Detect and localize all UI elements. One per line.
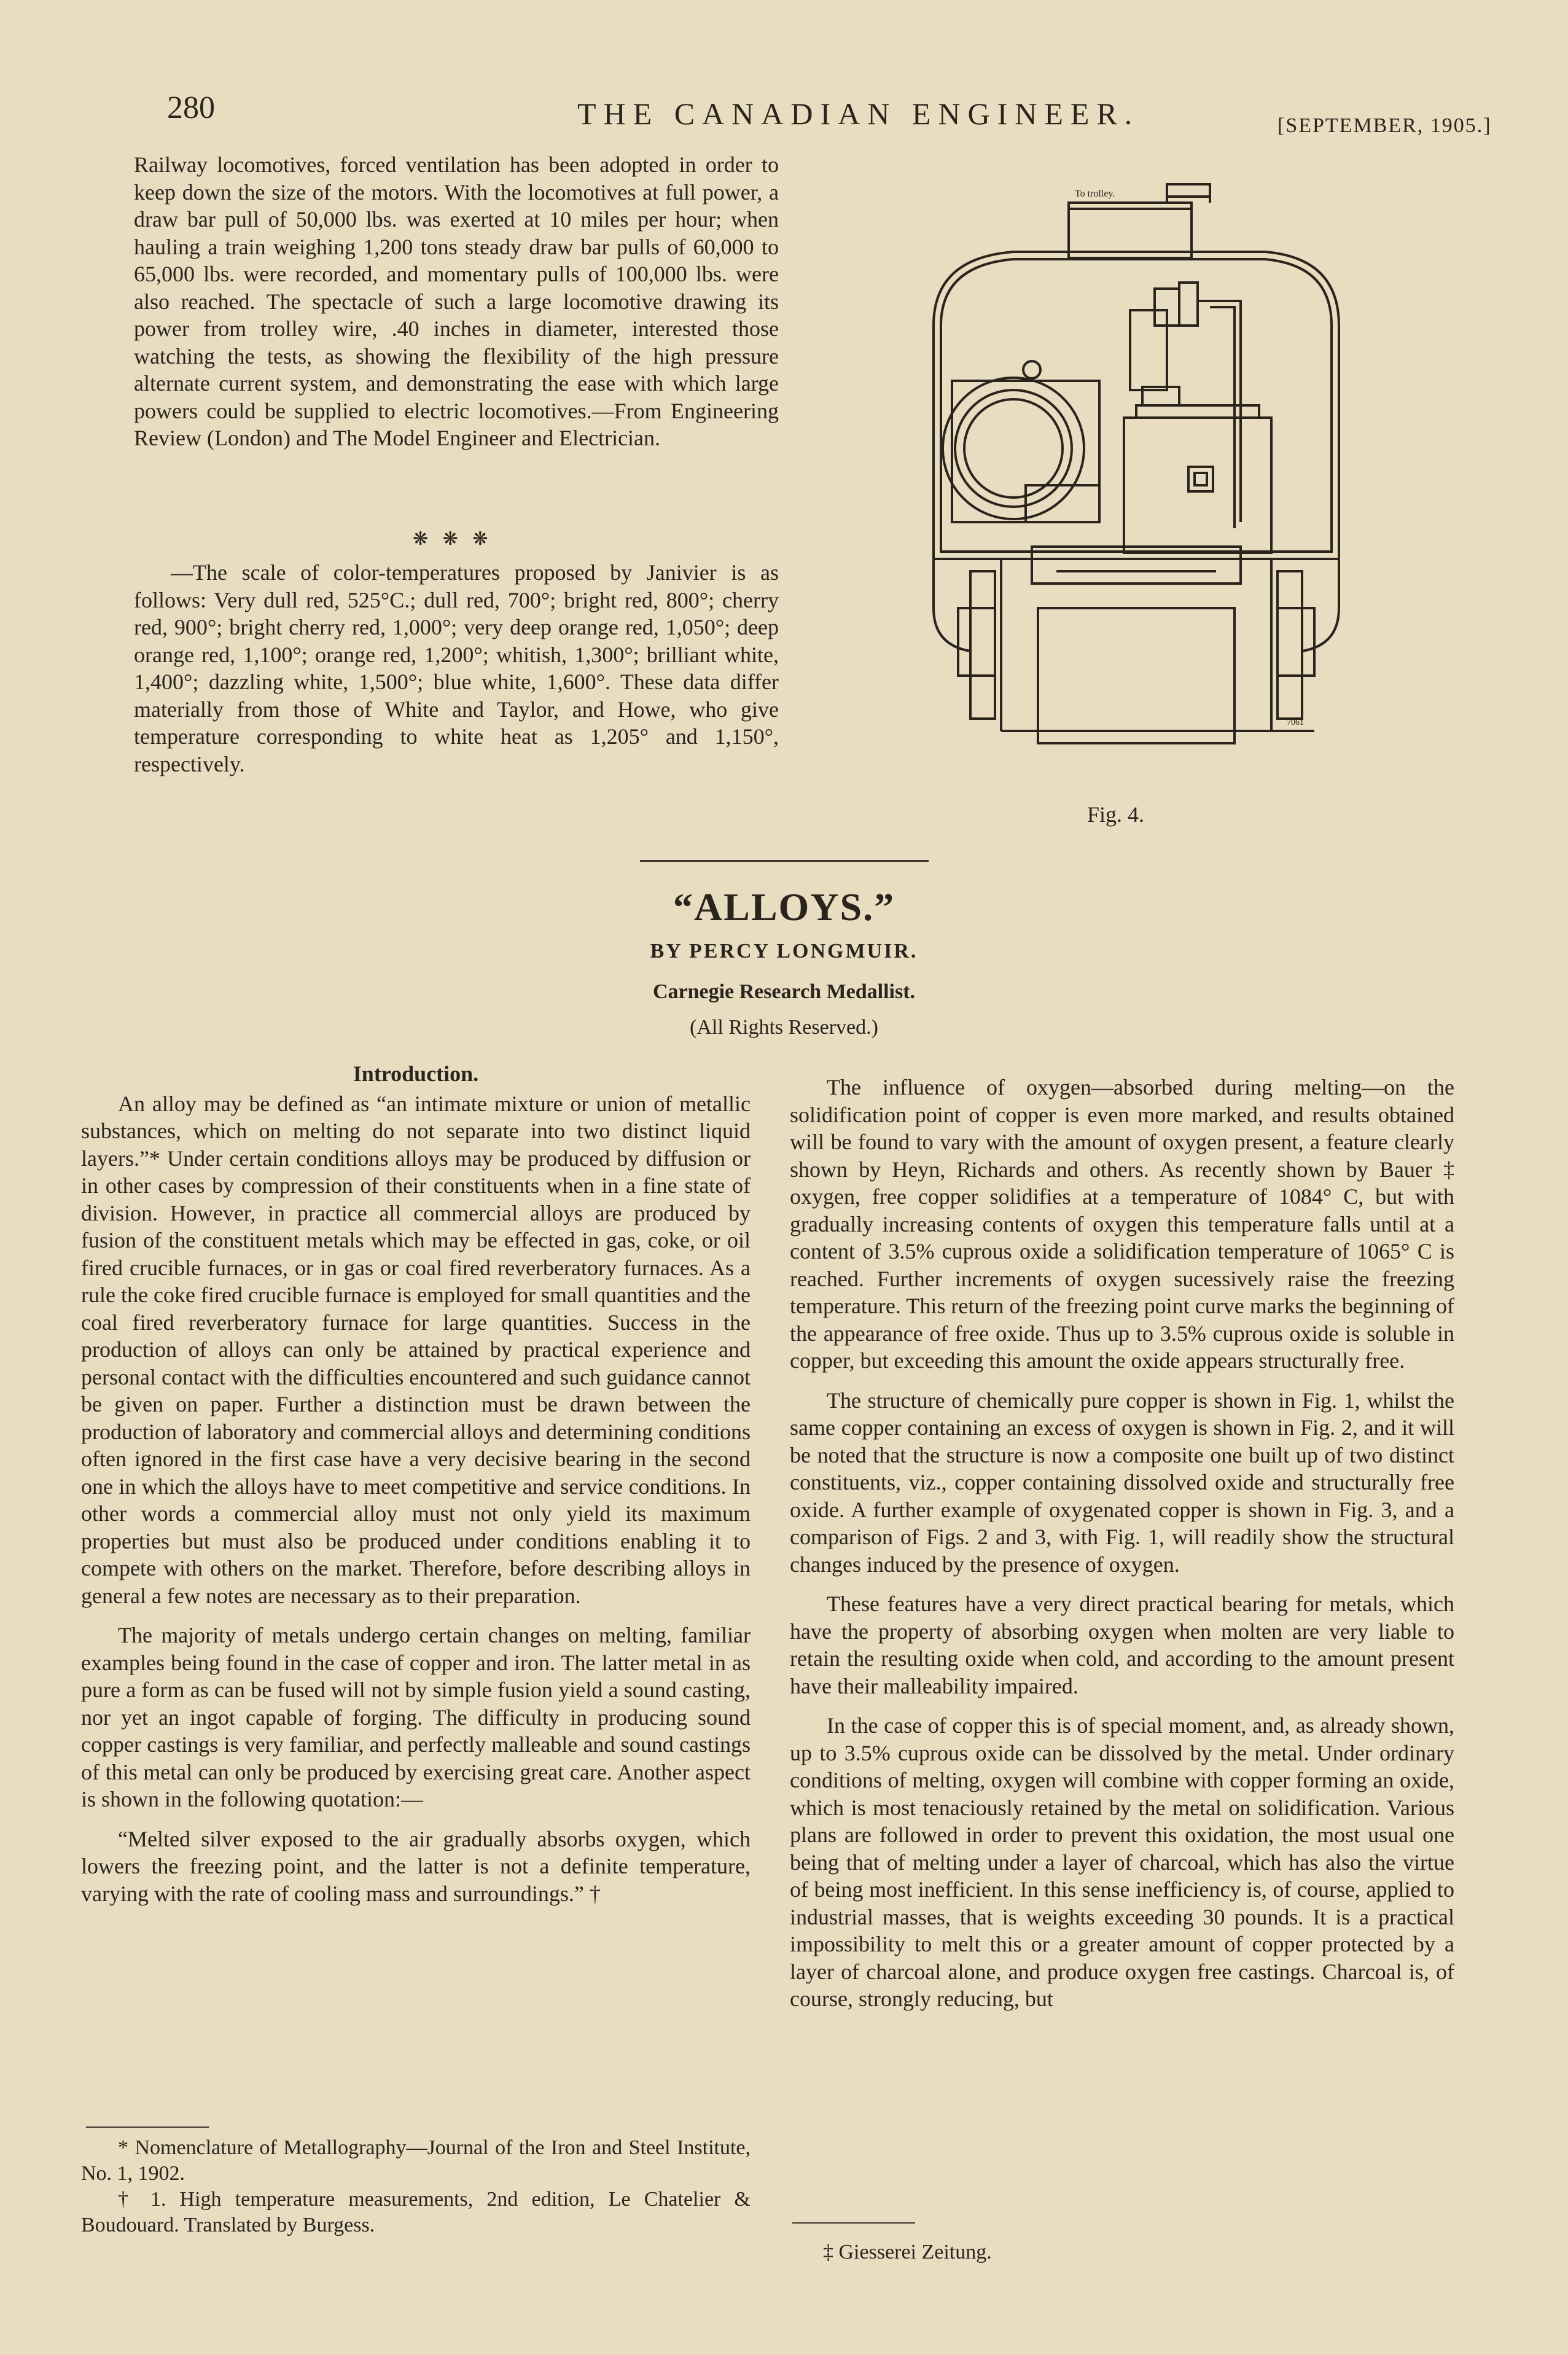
article-right-column <box>790 1074 1454 2013</box>
paragraph: These features have a very direct practical bearing for metals, which have the property of absorbing oxygen when molten are very liable to retain the resulting oxide when cold, and according to the amount present have their malleability impaired. <box>790 1591 1454 1698</box>
paragraph: The structure of chemically pure copper is shown in Fig. 1, whilst the same copper containing an excess of oxygen is shown in Fig. 2, and it will be noted that the structure is now a composite one built up of two distinct constituents, viz., copper containing dissolved oxide and structurally free oxide. A further example of oxygenated copper is shown in Fig. 3, and a comparison of Figs. 2 and 3, with Fig. 1, will readily show the structural changes induced by the presence of oxygen. <box>790 1388 1454 1577</box>
footnote-divider <box>86 2127 209 2128</box>
section-heading: Introduction. <box>353 1061 479 1086</box>
footnote: † 1. High temperature measurements, 2nd edition, Le Chatelier & Boudouard. Translated by Burgess. <box>81 2188 751 2236</box>
paragraph: In the case of copper this is of special moment, and, as already shown, up to 3.5% cuprous oxide can be dissolved by the metal. Under ordinary conditions of melting, oxygen will combine with copper forming an oxide, which is most tenaciously retained by the metal on solidification. Various plans are followed in order to prevent this oxidation, the most usual one being that of melting under a layer of charcoal, which has also the virtue of being most inefficient. In this sense inefficiency is, of course, applied to industrial masses, that is weights exceeding 30 pounds. It is a practical impossibility to melt this or a greater amount of copper protected by a layer of charcoal alone, and produce oxygen free castings. Charcoal is, of course, strongly reducing, but <box>790 1713 1454 2011</box>
section-divider <box>640 860 929 862</box>
figure-caption: Fig. 4. <box>1087 802 1145 827</box>
paragraph: —The scale of color-temperatures proposed by Janivier is as follows: Very dull red, 525°C.; dull red, 700°; bright red, 800°; cherry red, 900°; bright cherry red, 1,000°; very deep orange red, 1,050°; deep orange red, 1,100°; orange red, 1,200°; whitish, 1,300°; brilliant white, 1,400°; dazzling white, 1,500°; blue white, 1,600°. These data differ materially from those of White and Taylor, and Howe, who give temperature corresponding to white heat as 1,205° and 1,150°, respectively. <box>134 560 779 776</box>
footnotes-left <box>81 2135 751 2238</box>
locomotive-cross-section-figure <box>921 178 1351 811</box>
locomotive-article-continuation <box>134 151 779 452</box>
issue-date: [SEPTEMBER, 1905.] <box>1277 114 1492 137</box>
paragraph: The majority of metals undergo certain changes on melting, familiar examples being found in the case of copper and iron. The latter metal in as pure a form as can be fused will not by simple fusion yield a sound casting, nor yet an ingot capable of forging. The difficulty in producing sound copper castings is very familiar, and perfectly malleable and sound castings of this metal can only be produced by exercising great care. Another aspect is shown in the following quotation:— <box>81 1623 751 1811</box>
section-separator: ❋ ❋ ❋ <box>413 529 493 549</box>
paragraph: The influence of oxygen—absorbed during melting—on the solidification point of copper is even more marked, and results obtained will be found to vary with the amount of oxygen present, a feature clearly shown by Heyn, Richards and others. As recently shown by Bauer ‡ oxygen, free copper solidifies at a temperature of 1084° C, but with gradually increasing contents of oxygen this temperature falls until at a content of 3.5% cuprous oxide a solidification temperature of 1065° C is reached. Further increments of oxygen sucessively raise the freezing temperature. This return of the freezing point curve marks the beginning of the appearance of free oxide. Thus up to 3.5% cuprous oxide is soluble in copper, but exceeding this amount the oxide appears structurally free. <box>790 1075 1454 1373</box>
article-left-column <box>81 1060 751 1907</box>
author-affiliation: Carnegie Research Medallist. <box>652 980 916 1003</box>
footnote-divider <box>792 2222 915 2224</box>
page-number: 280 <box>167 90 215 125</box>
footnote: * Nomenclature of Metallography—Journal of the Iron and Steel Institute, No. 1, 1902. <box>81 2136 751 2185</box>
paragraph: Railway locomotives, forced ventilation has been adopted in order to keep down the size of the motors. With the locomotives at full power, a draw bar pull of 50,000 lbs. was exerted at 10 miles per hour; when hauling a train weighing 1,200 tons steady draw bar pulls of 60,000 to 65,000 lbs. were recorded, and momentary pulls of 100,000 lbs. were also reached. The spectacle of such a large locomotive drawing its power from trolley wire, .40 inches in diameter, interested those watching the tests, as showing the flexibility of the high pressure alternate current system, and demonstrating the ease with which large powers could be supplied to electric locomotives.—From Engineering Review (London) and The Model Engineer and Electrician. <box>134 152 779 450</box>
author-byline: BY PERCY LONGMUIR. <box>650 940 918 963</box>
plate-number: 7061 <box>1287 718 1304 727</box>
journal-title: THE CANADIAN ENGINEER. <box>577 96 1140 131</box>
color-temperature-note <box>134 559 779 778</box>
rights-notice: (All Rights Reserved.) <box>690 1016 878 1039</box>
quotation: “Melted silver exposed to the air gradually absorbs oxygen, which lowers the freezing point, and the latter is not a definite temperature, varying with the rate of cooling mass and surroundings.” † <box>81 1826 751 1906</box>
trolley-label: To trolley. <box>1075 189 1115 199</box>
footnote: ‡ Giesserei Zeitung. <box>823 2241 992 2263</box>
paragraph: An alloy may be defined as “an intimate mixture or union of metallic substances, which on melting do not separate into two distinct liquid layers.”* Under certain conditions alloys may be produced by diffusion or in other cases by compression of their constituents when in a fine state of division. However, in practice all commercial alloys are produced by fusion of the constituent metals which may be effected in gas, coke, or oil fired crucible furnaces, or in gas or coal fired reverberatory furnaces. As a rule the coke fired crucible furnace is employed for small quantities and the coal fired reverberatory furnace for large quantities. Success in the production of alloys can only be attained by practical experience and personal contact with the difficulties encountered and such guidance cannot be given on paper. Further a distinction must be drawn between the production of laboratory and commercial alloys and determining conditions often ignored in the first case have a very decisive bearing in the second one in which the alloys have to meet competitive and service conditions. In other words a commercial alloy must not only yield its maximum properties but must also be produced under conditions enabling it to compete with others on the market. Therefore, before describing alloys in general a few notes are necessary as to their preparation. <box>81 1091 751 1608</box>
article-title: “ALLOYS.” <box>673 885 895 929</box>
cross-section-drawing <box>921 178 1351 811</box>
